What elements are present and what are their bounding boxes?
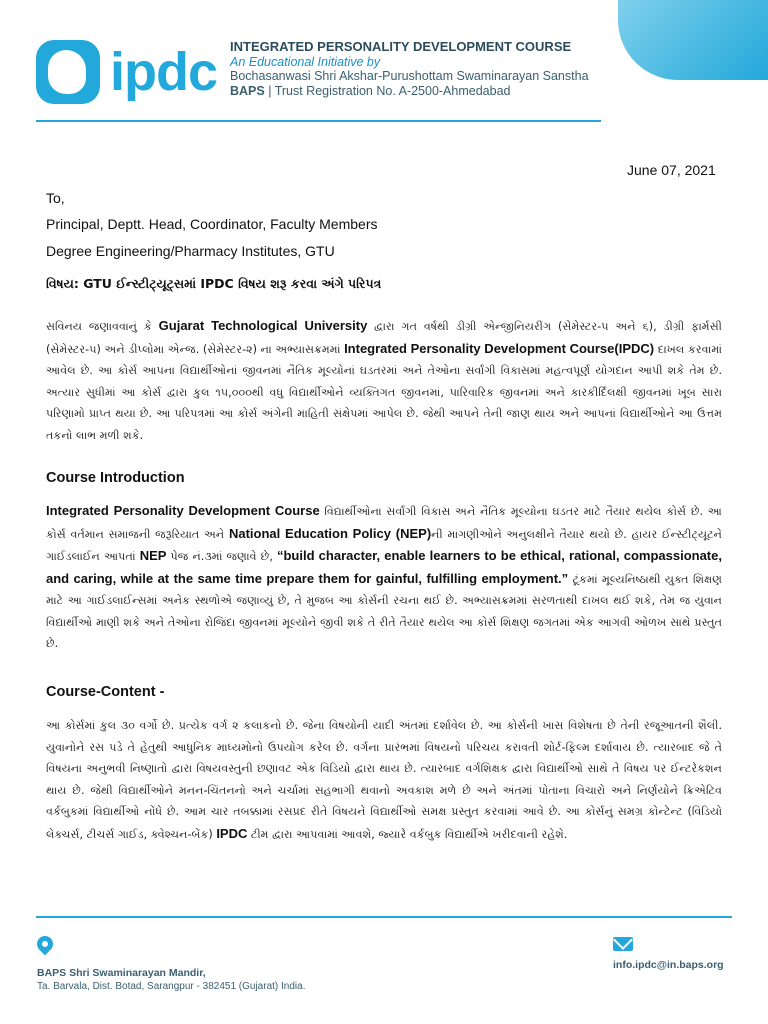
nep-name: National Education Policy (NEP) xyxy=(228,525,432,541)
letter-subject: વિષય: GTU ઈન્સ્ટીટ્યૂટ્સમાં IPDC વિષય શરૂ કરવા અંગે પરિપત્ર xyxy=(46,276,382,291)
trust-registration: | Trust Registration No. A-2500-Ahmedabad xyxy=(264,83,511,98)
nep-short: NEP xyxy=(139,548,167,563)
letter-date: June 07, 2021 xyxy=(627,162,716,178)
recipients: Principal, Deptt. Head, Coordinator, Faculty Members xyxy=(46,216,378,232)
university-name: Gujarat Technological University xyxy=(158,318,368,333)
ipdc-logo xyxy=(36,36,218,110)
baps-label: BAPS xyxy=(230,83,265,98)
course-name: Integrated Personality Development Course(IPDC) xyxy=(344,340,655,356)
letterhead-info xyxy=(230,40,589,98)
nep-quote: “build character, enable learners to be ethical, rational, compassionate, and caring, while at the same time prepare them for gainful, fulfilling employment.” xyxy=(46,548,722,586)
intro-part-2: ની માંગણીઓને અનુલક્ષીને તૈયાર થયો છે. હાયર ઈન્સ્ટીટ્યૂટને ગાઈડલાઈન આપતાં xyxy=(46,527,722,563)
intro-text-3: દાખલ કરવામાં આવેલ છે. આ કોર્સ આપના વિદ્યાર્થીઓનાં જીવનમાં નૈતિક મૂલ્યોનાં ઘડતરમાં અને તેઓના સર્વાંગી વિકાસમાં મહત્વપૂર્ણ યોગદાન આપી શકે તેમ છે. અત્યાર સુધીમાં આ કોર્સ દ્વારા કુલ ૧૫,૦૦૦થી વધુ વિદ્યાર્થીઓને વ્યક્તિગત જીવનમાં, પારિવારિક જીવનમાં અને કારકીર્દિલક્ષી જીવનમાં ખૂબ સારા પરિણામો પ્રાપ્ત થયા છે. આ પરિપત્રમાં આ કોર્સ અંગેની માહિતી સંક્ષેપમાં આપેલ છે. જેથી આપને તેની જાણ થાય અને આપનાં વિદ્યાર્થીઓને આ ઉત્તમ તકનો લાભ મળી શકે. xyxy=(46,342,723,442)
intro-paragraph xyxy=(46,315,722,446)
header-divider xyxy=(36,120,601,122)
course-title: INTEGRATED PERSONALITY DEVELOPMENT COURSE xyxy=(230,39,572,54)
org-name: Bochasanwasi Shri Akshar-Purushottam Swaminarayan Sanstha xyxy=(230,69,589,83)
course-content-heading: Course-Content - xyxy=(46,684,165,700)
ipdc-label: IPDC xyxy=(216,825,248,841)
corner-decoration xyxy=(618,0,768,80)
trust-line xyxy=(230,84,589,99)
intro-part-1: વિદ્યાર્થીઓના સર્વાંગી વિકાસ અને નૈતિક મૂલ્યોના ઘડતર માટે તૈયાર થયેલ કોર્સ છે. આ કોર્સ વર્તમાન સમાજની જરૂરિયાત અને xyxy=(46,505,722,541)
intro-part-4: ટૂંકમાં મૂલ્યનિષ્ઠાથી યુક્ત શિક્ષણ માટે આ ગાઈડલાઈન્સમાં અનેક સ્થળોએ જણાવ્યું છે, તે મુજબ આ કોર્સની રચના થઈ છે. અભ્યાસક્રમમાં સરળતાથી દાખલ થઈ શકે, તેમ જ યુવાન વિદ્યાર્થીઓ માણી શકે અને તેઓના રોજિંદા જીવનમાં મૂલ્યોને જીવી શકે તે રીતે તૈયાર થયેલ આ કોર્સ શિક્ષણ જગતમાં એક આગવી ઓળખ સાથે પ્રસ્તુત છે. xyxy=(46,572,722,650)
initiative-label: An Educational Initiative by xyxy=(230,54,381,69)
intro-bold-1: Integrated Personality Development Course xyxy=(46,503,320,518)
map-pin-icon xyxy=(34,933,57,956)
footer-divider xyxy=(36,916,732,918)
logo-text: ipdc xyxy=(110,42,218,102)
footer-address: Ta. Barvala, Dist. Botad, Sarangpur - 382451 (Gujarat) India. xyxy=(37,981,306,992)
course-content-paragraph xyxy=(46,715,722,845)
footer-org-name: BAPS Shri Swaminarayan Mandir, xyxy=(37,967,206,979)
course-introduction-paragraph xyxy=(46,500,722,655)
content-part-2: ટીમ દ્વારા આપવામાં આવશે, જ્યારે વર્કબુક વિદ્યાર્થીએ ખરીદવાની રહેશે. xyxy=(247,827,568,841)
footer-email[interactable]: info.ipdc@in.baps.org xyxy=(613,959,724,971)
head-profile-icon xyxy=(48,50,86,94)
intro-text-1: સવિનય જણાવવાનું કે xyxy=(46,320,159,333)
intro-part-3: પેજ નં.૩માં જણાવે છે, xyxy=(166,550,277,563)
course-introduction-heading: Course Introduction xyxy=(46,470,185,486)
institutes: Degree Engineering/Pharmacy Institutes, GTU xyxy=(46,243,335,259)
salutation: To, xyxy=(46,190,65,206)
envelope-icon xyxy=(613,937,633,951)
intro-text-2: દ્વારા ગત વર્ષથી ડીગ્રી એન્જીનિયરીંગ (સેમેસ્ટર-૫ અને ૬), ડીગ્રી ફાર્મસી (સેમેસ્ટર-૫) અને ડીપ્લોમા એન્જ. (સેમેસ્ટર-૨) ના અભ્યાસક્રમમાં xyxy=(46,320,722,356)
content-part-1: આ કોર્સમાં કુલ ૩૦ વર્ગો છે. પ્રત્યેક વર્ગ ૨ કલાકનો છે. જેના વિષયોની યાદી અંતમાં દર્શાવેલ છે. આ કોર્સની ખાસ વિશેષતા છે તેની રજૂઆતની શૈલી. યુવાનોને રસ પડે તે હેતુથી આધુનિક માધ્યમોનો ઉપયોગ કરેલ છે. વર્ગના પ્રારંભમાં વિષયનો પરિચય કરાવતી શોર્ટ-ફિલ્મ દર્શાવાય છે. ત્યારબાદ જે તે વિષયના અનુભવી નિષ્ણાતો દ્વારા વિષયવસ્તુની છણાવટ એક વિડિયો દ્વારા થાય છે. ત્યારબાદ વર્ગશિક્ષક દ્વારા વિદ્યાર્થીઓ સાથે તે વિષય પર ઈન્ટરેકશન થાય છે. જેથી વિદ્યાર્થીઓને મનન-ચિંતનનો અને ચર્ચામાં સહભાગી થવાનો અવકાશ મળે છે અને અંતમાં પોતાના વિચારો અને નિર્ણયોને ક્રિએટિવ વર્કબુકમાં વિદ્યાર્થીઓ નોંધે છે. આમ ચાર તબક્કામાં રસપ્રદ રીતે વિષયને વિદ્યાર્થીઓ સમક્ષ પ્રસ્તુત કરવામાં આવે છે. આ કોર્સનું સમગ્ર કોન્ટેન્ટ (વિડિયો લેક્ચર્સ, ટીચર્સ ગાઈડ, ક્વેશ્ચન-બેંક) xyxy=(46,719,722,841)
